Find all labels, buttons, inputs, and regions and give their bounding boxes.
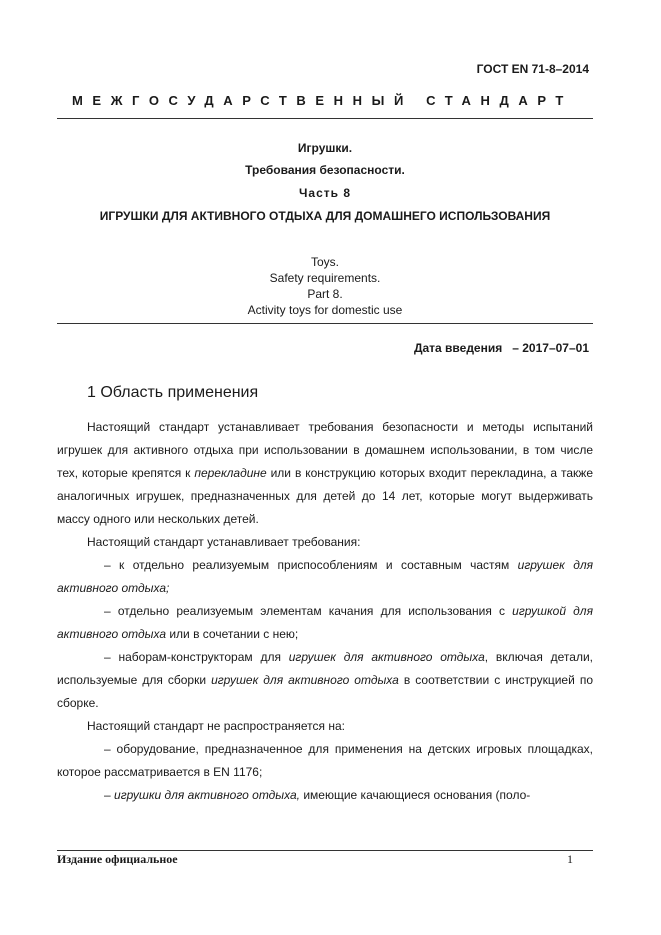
introduction-date-value: – 2017–07–01 [512,341,589,355]
header-divider [57,118,593,119]
title-en [57,254,593,318]
section-heading: 1 Область применения [87,384,259,401]
paragraph-text: Настоящий стандарт устанавливает требования безопасности и методы испытаний игрушек для активного отдыха при использовании в домашнем использовании, в том числе тех, которые крепятся к [57,420,593,480]
title-en-line1: Toys. [310,255,339,269]
title-en-line3: Part 8. [307,287,343,301]
title-ru-line2: Требования безопасности. [245,163,405,177]
gost-code: ГОСТ EN 71-8–2014 [476,62,589,76]
standard-type-heading: МЕЖГОСУДАРСТВЕННЫЙ СТАНДАРТ [72,93,573,108]
list-item-text: , включая детали, используемые для сборки [57,650,593,687]
title-divider [57,323,593,324]
list-item [57,784,593,807]
list-item [57,600,593,646]
list-item-text: в соответствии с инструкцией по сборке. [57,673,594,710]
introduction-date-label: Дата введения [413,341,503,355]
paragraph: Настоящий стандарт не распространяется на: [87,719,345,733]
term-emphasis: игрушкой для активного отдыха [57,604,593,641]
list-item-text: или в сочетании с нею; [166,627,299,641]
footer-divider [57,850,593,851]
list-item-text: – [104,788,115,802]
list-item: – оборудование, предназначенное для применения на детских игровых площадках, которое рассматривается в EN 1176; [57,742,593,779]
list-item-text: – наборам-конструкторам для [104,650,289,664]
paragraph-text: или в конструкцию которых входит перекладина, а также аналогичных игрушек, предназначенных для детей до 14 лет, которые могут выдерживать массу одного или нескольких детей. [57,466,594,526]
term-emphasis: игрушки для активного отдыха, [114,788,301,802]
list-item [57,554,593,600]
term-emphasis: перекладине [194,466,267,480]
edition-note: Издание официальное [57,852,178,866]
section-body [57,416,593,807]
list-item-text: – к отдельно реализуемым приспособлениям и составным частям [104,558,518,572]
title-ru-line4: ИГРУШКИ ДЛЯ АКТИВНОГО ОТДЫХА ДЛЯ ДОМАШНЕГО ИСПОЛЬЗОВАНИЯ [99,209,551,223]
term-emphasis: игрушек для активного отдыха [288,650,485,664]
title-en-line4: Activity toys for domestic use [247,303,403,317]
title-en-line2: Safety requirements. [269,271,381,285]
term-emphasis: игрушек для активного отдыха; [57,558,594,595]
list-item-text: – отдельно реализуемым элементам качания для использования с [104,604,513,618]
paragraph: Настоящий стандарт устанавливает требования: [87,535,361,549]
list-item-text: имеющие качающиеся основания (поло- [300,788,531,802]
term-emphasis: игрушек для активного отдыха [211,673,399,687]
paragraph [57,416,593,531]
title-ru-line3: Часть 8 [298,186,352,200]
introduction-date [414,341,589,355]
list-item [57,646,593,715]
page-number: 1 [567,852,573,866]
title-ru-line1: Игрушки. [297,141,353,155]
